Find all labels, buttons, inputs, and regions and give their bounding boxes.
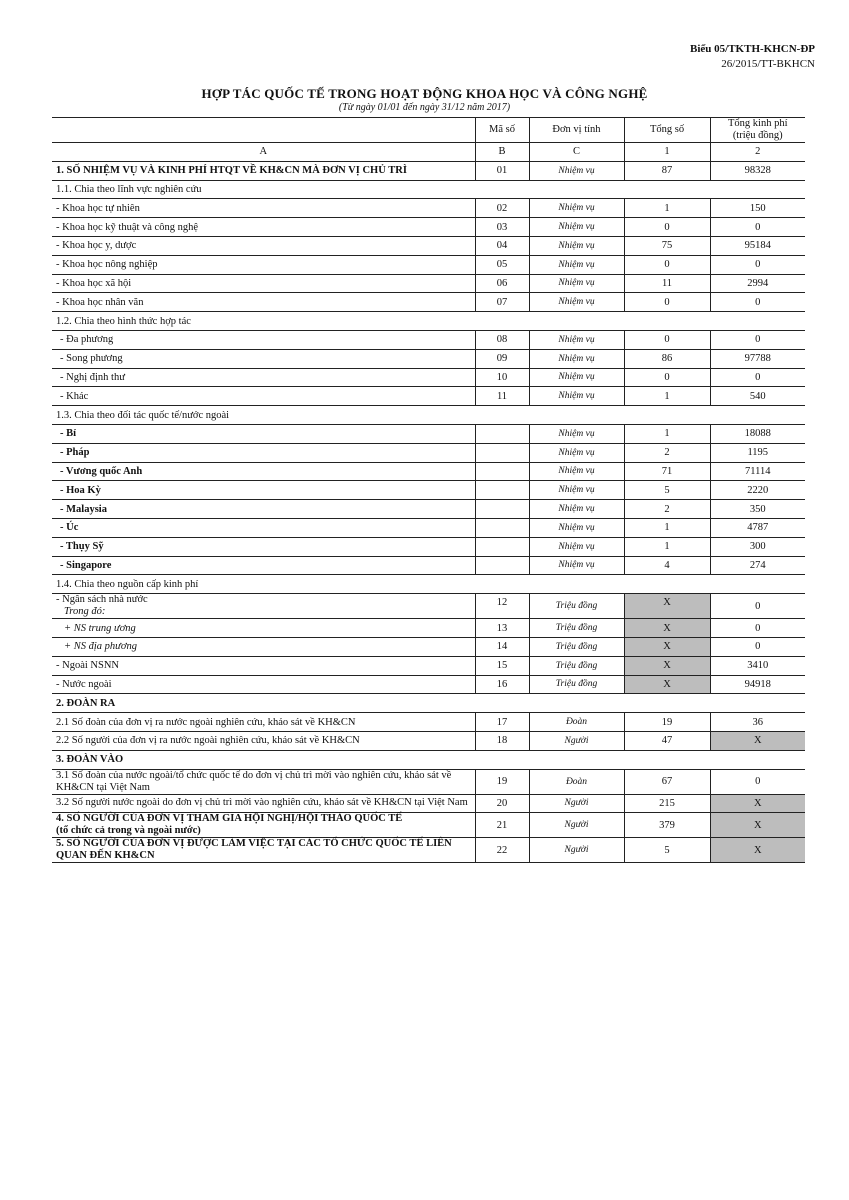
table-row [52, 713, 805, 732]
row-unit: Nhiệm vụ [529, 462, 624, 481]
row-unit: Người [529, 794, 624, 813]
row-funding: 540 [710, 387, 805, 406]
row-total: 0 [624, 368, 710, 387]
row-label: - Pháp [52, 443, 475, 462]
table-row [52, 368, 805, 387]
table-row [52, 619, 805, 638]
header-total: Tổng số [624, 118, 710, 143]
row-label-main: - Ngân sách nhà nước [56, 594, 148, 606]
section-label: 1.1. Chia theo lĩnh vực nghiên cứu [52, 180, 805, 199]
row-label: 3.2 Số người nước ngoài do đơn vị chủ trì mời vào nghiên cứu, khảo sát về KH&CN tại Việt Nam [52, 794, 475, 813]
row-label: + NS địa phương [52, 637, 475, 656]
row-label-note: (tổ chức cả trong và ngoài nước) [56, 825, 201, 837]
section-row [52, 575, 805, 594]
row-funding: 1195 [710, 443, 805, 462]
table-row [52, 330, 805, 349]
row-unit: Nhiệm vụ [529, 424, 624, 443]
row-total: 5 [624, 838, 710, 863]
row-label: 1. SỐ NHIỆM VỤ VÀ KINH PHÍ HTQT VỀ KH&CN MÀ ĐƠN VỊ CHỦ TRÌ [52, 161, 475, 180]
header-label-col [52, 118, 475, 143]
row-funding: 95184 [710, 236, 805, 255]
row-code: 01 [475, 161, 529, 180]
section-row [52, 750, 805, 769]
row-funding: 0 [710, 637, 805, 656]
row-label: 2.2 Số người của đơn vị ra nước ngoài nghiên cứu, khảo sát về KH&CN [52, 731, 475, 750]
row-funding: 3410 [710, 656, 805, 675]
table-row [52, 349, 805, 368]
section-label: 1.4. Chia theo nguồn cấp kinh phí [52, 575, 805, 594]
row-unit: Nhiệm vụ [529, 236, 624, 255]
row-code: 02 [475, 199, 529, 218]
row-code: 20 [475, 794, 529, 813]
row-funding: 94918 [710, 675, 805, 694]
row-total: 2 [624, 500, 710, 519]
table-row [52, 731, 805, 750]
row-total: 1 [624, 424, 710, 443]
table-row [52, 675, 805, 694]
row-label: - Khác [52, 387, 475, 406]
row-unit: Triệu đồng [529, 637, 624, 656]
table-row [52, 813, 805, 838]
section-label: 2. ĐOÀN RA [52, 694, 805, 713]
row-code: 10 [475, 368, 529, 387]
page-title: HỢP TÁC QUỐC TẾ TRONG HOẠT ĐỘNG KHOA HỌC VÀ CÔNG NGHỆ [201, 86, 648, 101]
letter-1: 1 [624, 143, 710, 162]
row-unit: Nhiệm vụ [529, 349, 624, 368]
row-unit: Nhiệm vụ [529, 481, 624, 500]
row-funding: 0 [710, 330, 805, 349]
table-row [52, 387, 805, 406]
row-total: 75 [624, 236, 710, 255]
row-code: 19 [475, 769, 529, 794]
row-label: - Khoa học nhân văn [52, 293, 475, 312]
table-row [52, 443, 805, 462]
section-label: 1.3. Chia theo đối tác quốc tế/nước ngoài [52, 406, 805, 425]
form-code: Biểu 05/TKTH-KHCN-ĐP [690, 43, 815, 55]
row-label [52, 594, 475, 619]
row-total: 215 [624, 794, 710, 813]
row-unit: Nhiệm vụ [529, 199, 624, 218]
row-total: 1 [624, 518, 710, 537]
table-row [52, 274, 805, 293]
row-code: 16 [475, 675, 529, 694]
page-subtitle: (Từ ngày 01/01 đến ngày 31/12 năm 2017) [338, 102, 511, 113]
section-row [52, 406, 805, 425]
section-label: 1.2. Chia theo hình thức hợp tác [52, 312, 805, 331]
row-unit: Nhiệm vụ [529, 443, 624, 462]
table-row [52, 838, 805, 863]
row-unit: Triệu đồng [529, 619, 624, 638]
table-row [52, 656, 805, 675]
row-funding: 18088 [710, 424, 805, 443]
section-row [52, 312, 805, 331]
row-label: - Khoa học kỹ thuật và công nghệ [52, 218, 475, 237]
row-funding: 350 [710, 500, 805, 519]
header-row [52, 118, 805, 143]
row-code: 06 [475, 274, 529, 293]
table-row [52, 255, 805, 274]
row-funding: 2994 [710, 274, 805, 293]
row-total: 4 [624, 556, 710, 575]
row-funding: 150 [710, 199, 805, 218]
row-code: 15 [475, 656, 529, 675]
row-label [52, 813, 475, 838]
table-row [52, 794, 805, 813]
row-code: 09 [475, 349, 529, 368]
row-code [475, 462, 529, 481]
row-label: - Khoa học xã hội [52, 274, 475, 293]
letter-c: C [529, 143, 624, 162]
row-total: 379 [624, 813, 710, 838]
header-funding [710, 118, 805, 143]
row-code [475, 424, 529, 443]
row-funding: 0 [710, 255, 805, 274]
row-code: 04 [475, 236, 529, 255]
table-row [52, 769, 805, 794]
row-total: 0 [624, 330, 710, 349]
header-unit: Đơn vị tính [529, 118, 624, 143]
section-row [52, 694, 805, 713]
row-funding: 0 [710, 594, 805, 619]
row-label: - Úc [52, 518, 475, 537]
row-funding: X [710, 731, 805, 750]
row-total: 87 [624, 161, 710, 180]
row-code [475, 481, 529, 500]
section-label: 3. ĐOÀN VÀO [52, 750, 805, 769]
row-label: - Vương quốc Anh [52, 462, 475, 481]
letter-a: A [52, 143, 475, 162]
row-total: X [624, 656, 710, 675]
row-label: - Malaysia [52, 500, 475, 519]
row-unit: Nhiệm vụ [529, 293, 624, 312]
row-label: - Hoa Kỳ [52, 481, 475, 500]
row-funding: X [710, 813, 805, 838]
row-label: - Khoa học nông nghiệp [52, 255, 475, 274]
row-funding: 0 [710, 218, 805, 237]
row-code [475, 500, 529, 519]
table-row [52, 236, 805, 255]
row-unit: Triệu đồng [529, 675, 624, 694]
row-label: - Nước ngoài [52, 675, 475, 694]
row-unit: Nhiệm vụ [529, 556, 624, 575]
row-label: 3.1 Số đoàn của nước ngoài/tổ chức quốc tế do đơn vị chủ trì mời vào nghiên cứu, khảo sát về KH&CN tại Việt Nam [52, 769, 475, 794]
row-label-note: Trong đó: [64, 606, 106, 618]
row-code: 07 [475, 293, 529, 312]
row-label: - Thụy Sỹ [52, 537, 475, 556]
row-funding: 0 [710, 619, 805, 638]
row-unit: Người [529, 731, 624, 750]
row-funding: 0 [710, 293, 805, 312]
row-funding: X [710, 794, 805, 813]
row-label: - Nghị định thư [52, 368, 475, 387]
table-row [52, 424, 805, 443]
table-row [52, 500, 805, 519]
table-row [52, 293, 805, 312]
row-total: 71 [624, 462, 710, 481]
row-code: 22 [475, 838, 529, 863]
table-row [52, 161, 805, 180]
form-circular: 26/2015/TT-BKHCN [721, 58, 815, 70]
row-funding: 2220 [710, 481, 805, 500]
row-unit: Nhiệm vụ [529, 255, 624, 274]
row-code: 21 [475, 813, 529, 838]
row-label: - Ngoài NSNN [52, 656, 475, 675]
table-row [52, 518, 805, 537]
header-funding-line1: Tổng kinh phí [728, 118, 788, 129]
row-label: - Bỉ [52, 424, 475, 443]
row-total: 0 [624, 255, 710, 274]
row-label: - Đa phương [52, 330, 475, 349]
row-total: X [624, 619, 710, 638]
row-total: 47 [624, 731, 710, 750]
row-code: 17 [475, 713, 529, 732]
row-label: - Singapore [52, 556, 475, 575]
row-label: - Song phương [52, 349, 475, 368]
row-label: - Khoa học tự nhiên [52, 199, 475, 218]
table-row [52, 462, 805, 481]
row-label: + NS trung ương [52, 619, 475, 638]
row-code [475, 556, 529, 575]
row-total: 1 [624, 537, 710, 556]
row-funding: X [710, 838, 805, 863]
row-funding: 36 [710, 713, 805, 732]
row-funding: 0 [710, 368, 805, 387]
table-row [52, 218, 805, 237]
row-funding: 0 [710, 769, 805, 794]
row-total: 5 [624, 481, 710, 500]
letters-row [52, 143, 805, 162]
table-row [52, 199, 805, 218]
row-unit: Triệu đồng [529, 656, 624, 675]
header-funding-line2: (triệu đồng) [732, 130, 783, 141]
row-label: 5. SỐ NGƯỜI CỦA ĐƠN VỊ ĐƯỢC LÀM VIỆC TẠI CÁC TỔ CHỨC QUỐC TẾ LIÊN QUAN ĐẾN KH&CN [52, 838, 475, 863]
row-total: X [624, 675, 710, 694]
row-total: 67 [624, 769, 710, 794]
row-funding: 71114 [710, 462, 805, 481]
row-funding: 274 [710, 556, 805, 575]
row-unit: Nhiệm vụ [529, 368, 624, 387]
letter-b: B [475, 143, 529, 162]
row-code: 13 [475, 619, 529, 638]
row-code: 14 [475, 637, 529, 656]
row-total: 0 [624, 218, 710, 237]
table-row [52, 594, 805, 619]
row-unit: Nhiệm vụ [529, 274, 624, 293]
row-unit: Người [529, 838, 624, 863]
row-code: 18 [475, 731, 529, 750]
row-unit: Nhiệm vụ [529, 537, 624, 556]
header-code: Mã số [475, 118, 529, 143]
row-label: 2.1 Số đoàn của đơn vị ra nước ngoài nghiên cứu, khảo sát về KH&CN [52, 713, 475, 732]
row-total: X [624, 637, 710, 656]
row-unit: Nhiệm vụ [529, 500, 624, 519]
row-total: 1 [624, 199, 710, 218]
row-total: 86 [624, 349, 710, 368]
row-unit: Người [529, 813, 624, 838]
table-row [52, 481, 805, 500]
row-total: X [624, 594, 710, 619]
row-unit: Đoàn [529, 713, 624, 732]
table-row [52, 537, 805, 556]
row-label-main: 4. SỐ NGƯỜI CỦA ĐƠN VỊ THAM GIA HỘI NGHỊ/HỘI THẢO QUỐC TẾ [56, 813, 403, 825]
row-total: 0 [624, 293, 710, 312]
row-funding: 4787 [710, 518, 805, 537]
row-unit: Triệu đồng [529, 594, 624, 619]
letter-2: 2 [710, 143, 805, 162]
row-unit: Đoàn [529, 769, 624, 794]
row-unit: Nhiệm vụ [529, 218, 624, 237]
row-total: 2 [624, 443, 710, 462]
row-code: 03 [475, 218, 529, 237]
row-unit: Nhiệm vụ [529, 330, 624, 349]
row-code: 08 [475, 330, 529, 349]
row-funding: 98328 [710, 161, 805, 180]
row-unit: Nhiệm vụ [529, 387, 624, 406]
row-unit: Nhiệm vụ [529, 518, 624, 537]
row-unit: Nhiệm vụ [529, 161, 624, 180]
row-total: 11 [624, 274, 710, 293]
row-funding: 300 [710, 537, 805, 556]
row-label: - Khoa học y, dược [52, 236, 475, 255]
row-code [475, 518, 529, 537]
report-table [52, 117, 805, 863]
row-total: 19 [624, 713, 710, 732]
row-code: 05 [475, 255, 529, 274]
table-row [52, 556, 805, 575]
row-code [475, 537, 529, 556]
row-funding: 97788 [710, 349, 805, 368]
row-total: 1 [624, 387, 710, 406]
table-row [52, 637, 805, 656]
row-code: 12 [475, 594, 529, 619]
row-code [475, 443, 529, 462]
form-reference [690, 42, 815, 72]
row-code: 11 [475, 387, 529, 406]
section-row [52, 180, 805, 199]
